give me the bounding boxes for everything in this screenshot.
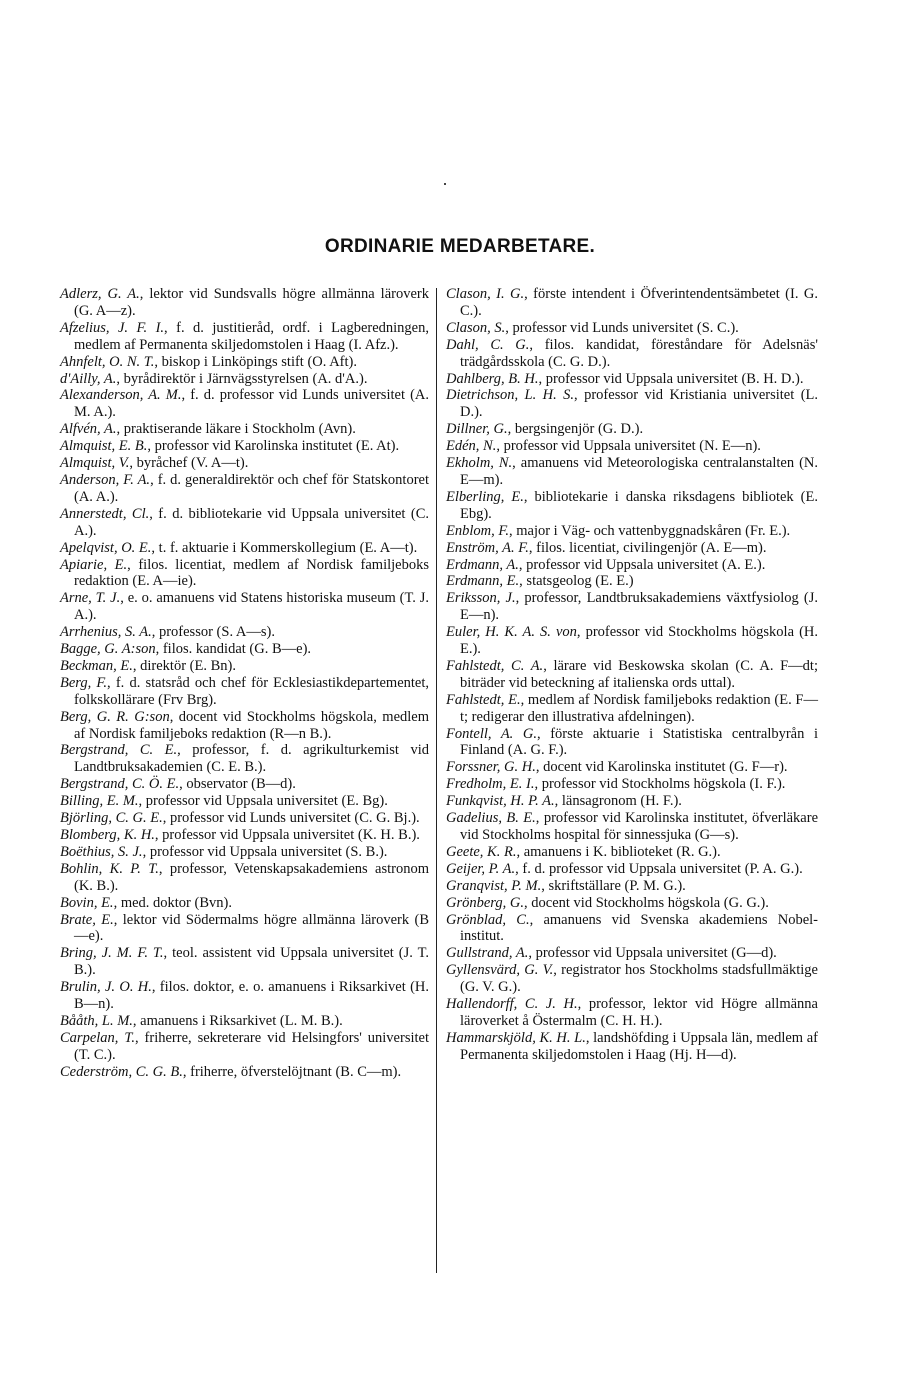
contributor-description: , medlem af Nordisk familjeboks redaktion (E. F—t; redigerar den illustrativa afdelningen).	[460, 691, 818, 725]
contributor-description: , filos. licentiat, medlem af Nordisk familjeboks redaktion (E. A—ie).	[74, 556, 429, 590]
contributor-description: , professor vid Stockholms högskola (H. E.).	[460, 624, 818, 658]
contributor-entry	[60, 472, 429, 506]
contributor-name: Billing, E. M.	[60, 793, 139, 810]
contributor-entry	[446, 489, 818, 523]
contributor-entry	[60, 641, 429, 658]
contributor-description: , filos. doktor, e. o. amanuens i Riksarkivet (H. B—n).	[74, 979, 430, 1013]
contributor-entry	[446, 861, 818, 878]
contributor-entry	[60, 979, 429, 1013]
contributor-name: Dahlberg, B. H.	[446, 370, 539, 387]
contributor-name: Grönberg, G.	[446, 894, 525, 911]
contributor-name: Apelqvist, O. E.	[60, 539, 152, 556]
contributor-name: Brate, E.	[60, 911, 114, 928]
contributor-entry	[446, 421, 818, 438]
contributor-description: , professor vid Uppsala universitet (N. E—n).	[496, 438, 761, 455]
contributor-entry	[60, 793, 429, 810]
contributor-name: Adlerz, G. A.	[60, 286, 140, 302]
contributor-description: , t. f. aktuarie i Kommerskollegium (E. A—t).	[151, 539, 418, 556]
contributor-entry	[446, 844, 818, 861]
contributor-name: Carpelan, T.	[60, 1029, 135, 1046]
contributor-entry	[446, 658, 818, 692]
contributor-name: Bååth, L. M.	[60, 1012, 133, 1029]
contributor-description: , byråchef (V. A—t).	[129, 455, 249, 472]
contributor-description: , friherre, sekreterare vid Helsingfors' universitet (T. C.).	[74, 1029, 429, 1063]
contributor-description: , professor vid Lunds universitet (S. C.).	[505, 319, 739, 336]
contributor-entry	[446, 590, 818, 624]
contributor-name: Almquist, V.	[60, 455, 130, 472]
contributor-name: Boëthius, S. J.	[60, 843, 143, 860]
contributor-name: Bergstrand, C. Ö. E.	[60, 776, 180, 793]
contributor-name: Afzelius, J. F. I.	[60, 319, 165, 336]
contributor-entry	[60, 286, 429, 320]
contributor-name: Apiarie, E.	[60, 556, 128, 573]
speck-mark	[444, 183, 446, 185]
column-divider	[436, 288, 437, 1273]
contributor-description: , biskop i Linköpings stift (O. Aft).	[154, 353, 357, 370]
contributor-name: Bovin, E.	[60, 894, 114, 911]
contributor-entry	[60, 371, 429, 388]
contributor-entry	[60, 320, 429, 354]
contributor-description: , f. d. generaldirektör och chef för Statskontoret (A. A.).	[74, 471, 429, 505]
contributor-entry	[60, 658, 429, 675]
contributor-entry	[60, 912, 429, 946]
contributor-description: , lektor vid Södermalms högre allmänna läroverk (B—e).	[74, 911, 429, 945]
contributor-description: , förste aktuarie i Statistiska centralbyrån i Finland (A. G. F.).	[460, 725, 818, 759]
contributor-entry	[446, 878, 818, 895]
contributor-name: Björling, C. G. E.	[60, 810, 163, 827]
contributor-description: , skriftställare (P. M. G.).	[541, 877, 686, 894]
contributor-description: , professor vid Uppsala universitet (K. H. B.).	[154, 827, 420, 843]
contributor-name: Almquist, E. B.	[60, 438, 148, 455]
contributor-name: Fahlstedt, C. A.	[446, 657, 544, 674]
contributor-description: , förste intendent i Öfverintendentsämbetet (I. G. C.).	[460, 286, 818, 319]
contributor-description: , docent vid Stockholms högskola, medlem af Nordisk familjeboks redaktion (R—n B.).	[74, 708, 429, 742]
contributor-description: , professor (S. A—s).	[151, 624, 275, 641]
contributor-description: , professor vid Uppsala universitet (A. E.).	[518, 556, 766, 573]
contributor-description: , major i Väg- och vattenbyggnadskåren (Fr. E.).	[508, 522, 791, 539]
contributor-name: Clason, S.	[446, 319, 506, 336]
contributor-entry	[60, 1030, 429, 1064]
contributor-name: Bergstrand, C. E.	[60, 742, 178, 759]
contributor-entry	[60, 624, 429, 641]
contributor-entry	[446, 962, 818, 996]
contributor-description: , professor vid Karolinska institutet (E. At).	[147, 438, 400, 455]
contributor-description: , f. d. professor vid Uppsala universitet (P. A. G.).	[515, 860, 803, 877]
contributor-description: , amanuens vid Svenska akademiens Nobel-institut.	[460, 911, 818, 945]
contributor-name: Forssner, G. H.	[446, 759, 536, 776]
left-column	[60, 286, 429, 1081]
contributor-name: Granqvist, P. M.	[446, 877, 542, 894]
contributor-entry	[446, 996, 818, 1030]
contributor-description: , professor, Vetenskapsakademiens astronom (K. B.).	[74, 860, 430, 894]
contributor-entry	[60, 421, 429, 438]
contributor-entry	[60, 1064, 429, 1081]
right-column	[446, 286, 818, 1064]
contributor-name: Bohlin, K. P. T.	[60, 860, 159, 877]
contributor-name: Hammarskjöld, K. H. L.	[446, 1029, 586, 1046]
contributor-name: Gyllensvärd, G. V.	[446, 962, 554, 979]
contributor-entry	[60, 844, 429, 861]
contributor-name: Hallendorff, C. J. H.	[446, 996, 578, 1013]
contributor-entry	[60, 540, 429, 557]
contributor-description: , professor, f. d. agrikulturkemist vid Landtbruksakademien (C. E. B.).	[74, 742, 430, 776]
contributor-description: , teol. assistent vid Uppsala universitet (J. T. B.).	[74, 945, 429, 979]
contributor-name: Enblom, F.	[446, 522, 509, 539]
contributor-description: , amanuens i K. biblioteket (R. G.).	[516, 843, 721, 860]
contributor-entry	[60, 742, 429, 776]
contributor-name: Bagge, G. A:son	[60, 641, 156, 658]
contributor-description: , byrådirektör i Järnvägsstyrelsen (A. d'A.).	[116, 370, 368, 387]
contributor-name: Dillner, G.	[446, 421, 508, 438]
contributor-entry	[60, 557, 429, 591]
contributor-entry	[446, 776, 818, 793]
contributor-name: d'Ailly, A.	[60, 370, 117, 387]
contributor-description: , filos. licentiat, civilingenjör (A. E—m).	[528, 539, 767, 556]
contributor-description: , länsagronom (H. F.).	[554, 793, 682, 810]
contributor-description: , lärare vid Beskowska skolan (C. A. F—dt; biträder vid beteckning af italienska ords uttal).	[460, 657, 818, 691]
contributor-description: , professor vid Karolinska institutet, öfverläkare vid Stockholms hospital för sinnessjuka (G—s).	[460, 810, 818, 843]
contributor-name: Bring, J. M. F. T.	[60, 945, 164, 962]
contributor-name: Arne, T. J.	[60, 590, 121, 607]
contributor-name: Gullstrand, A.	[446, 945, 529, 962]
contributor-entry	[446, 337, 818, 371]
contributor-description: , professor, lektor vid Högre allmänna läroverket å Östermalm (C. H. H.).	[460, 996, 818, 1029]
contributor-entry	[446, 573, 818, 590]
contributor-description: , f. d. bibliotekarie vid Uppsala universitet (C. A.).	[74, 505, 430, 539]
contributor-entry	[446, 387, 818, 421]
contributor-entry	[60, 675, 429, 709]
contributor-name: Eriksson, J.	[446, 590, 516, 607]
contributor-description: , landshöfding i Uppsala län, medlem af Permanenta skiljedomstolen i Haag (Hj. H—d).	[460, 1029, 818, 1063]
contributor-name: Annerstedt, Cl.	[60, 505, 150, 522]
contributor-name: Gadelius, B. E.	[446, 810, 536, 827]
contributor-entry	[446, 895, 818, 912]
contributor-name: Geijer, P. A.	[446, 860, 516, 877]
contributor-description: , amanuens i Riksarkivet (L. M. B.).	[132, 1012, 343, 1029]
contributor-description: , amanuens vid Meteorologiska centralanstalten (N. E—m).	[460, 455, 818, 488]
contributor-name: Enström, A. F.	[446, 539, 529, 556]
contributor-entry	[60, 810, 429, 827]
contributor-entry	[60, 455, 429, 472]
contributor-description: , filos. kandidat, föreståndare för Adelsnäs' trädgårdsskola (C. G. D.).	[460, 336, 818, 370]
contributor-name: Funkqvist, H. P. A.	[446, 793, 555, 810]
contributor-description: , docent vid Stockholms högskola (G. G.).	[524, 894, 769, 911]
contributor-description: , direktör (E. Bn).	[132, 657, 236, 674]
contributor-entry	[60, 776, 429, 793]
contributor-description: , professor vid Lunds universitet (C. G. Bj.).	[162, 810, 420, 827]
contributor-entry	[60, 827, 429, 844]
contributor-name: Beckman, E.	[60, 657, 133, 674]
contributor-description: , docent vid Karolinska institutet (G. F—r).	[535, 759, 788, 776]
contributor-description: , lektor vid Sundsvalls högre allmänna läroverk (G. A—z).	[74, 286, 429, 319]
contributor-name: Erdmann, A.	[446, 556, 519, 573]
contributor-name: Blomberg, K. H.	[60, 827, 155, 843]
contributor-description: , professor vid Kristiania universitet (L. D.).	[460, 387, 819, 421]
contributor-name: Ekholm, N.	[446, 455, 513, 472]
contributor-description: , e. o. amanuens vid Statens historiska museum (T. J. A.).	[74, 590, 429, 624]
contributor-entry	[446, 371, 818, 388]
contributor-name: Fontell, A. G.	[446, 725, 537, 742]
contributor-name: Fahlstedt, E.	[446, 691, 521, 708]
contributor-entry	[446, 726, 818, 760]
contributor-name: Euler, H. K. A. S. von	[446, 624, 577, 641]
contributor-name: Brulin, J. O. H.	[60, 979, 152, 996]
contributor-entry	[446, 557, 818, 574]
contributor-entry	[60, 895, 429, 912]
contributor-name: Alfvén, A.	[60, 421, 117, 438]
contributor-description: , bibliotekarie i danska riksdagens bibliotek (E. Ebg).	[460, 488, 818, 522]
contributor-description: , statsgeolog (E. E.)	[519, 573, 634, 590]
contributor-entry	[60, 387, 429, 421]
contributor-name: Dahl, C. G.	[446, 336, 530, 353]
contributor-entry	[446, 810, 818, 844]
contributor-name: Berg, G. R. G:son	[60, 708, 170, 725]
contributor-description: , filos. kandidat (G. B—e).	[155, 641, 312, 658]
contributor-entry	[446, 793, 818, 810]
contributor-name: Grönblad, C.	[446, 911, 530, 928]
contributor-entry	[446, 759, 818, 776]
contributor-entry	[446, 523, 818, 540]
contributor-entry	[60, 945, 429, 979]
contributor-description: , f. d. justitieråd, ordf. i Lagberedningen, medlem af Permanenta skiljedomstolen i Haag (I. Afz.).	[74, 319, 429, 353]
contributor-name: Anderson, F. A.	[60, 471, 151, 488]
contributor-description: , friherre, öfverstelöjtnant (B. C—m).	[182, 1063, 402, 1080]
contributor-name: Cederström, C. G. B.	[60, 1063, 183, 1080]
contributor-entry	[60, 590, 429, 624]
contributor-name: Elberling, E.	[446, 488, 524, 505]
contributor-description: , professor, Landtbruksakademiens växtfysiolog (J. E—n).	[460, 590, 818, 624]
contributor-name: Arrhenius, S. A.	[60, 624, 152, 641]
contributor-description: , praktiserande läkare i Stockholm (Avn).	[116, 421, 356, 438]
contributor-description: , f. d. professor vid Lunds universitet (A. M. A.).	[74, 387, 429, 421]
contributor-name: Erdmann, E.	[446, 573, 520, 590]
contributor-description: , professor vid Uppsala universitet (B. H. D.).	[538, 370, 804, 387]
contributor-name: Fredholm, E. I.	[446, 776, 535, 793]
contributor-description: , professor vid Uppsala universitet (G—d).	[528, 945, 777, 962]
contributor-name: Clason, I. G.	[446, 286, 525, 302]
contributor-entry	[60, 506, 429, 540]
contributor-description: , observator (B—d).	[179, 776, 296, 793]
contributor-description: , bergsingenjör (G. D.).	[507, 421, 644, 438]
contributor-entry	[60, 354, 429, 371]
contributor-name: Ahnfelt, O. N. T.	[60, 353, 155, 370]
contributor-entry	[446, 1030, 818, 1064]
contributor-description: , registrator hos Stockholms stadsfullmäktige (G. V. G.).	[460, 962, 818, 996]
contributor-name: Berg, F.	[60, 674, 108, 691]
contributor-entry	[446, 438, 818, 455]
contributor-name: Dietrichson, L. H. S.	[446, 387, 575, 404]
contributor-description: , professor vid Stockholms högskola (I. F.).	[534, 776, 786, 793]
contributor-entry	[60, 438, 429, 455]
contributor-name: Geete, K. R.	[446, 843, 517, 860]
contributor-name: Edén, N.	[446, 438, 497, 455]
contributor-entry	[446, 912, 818, 946]
contributor-description: , professor vid Uppsala universitet (E. Bg).	[138, 793, 388, 810]
contributor-entry	[446, 692, 818, 726]
contributor-description: , med. doktor (Bvn).	[113, 894, 232, 911]
contributor-entry	[446, 540, 818, 557]
contributor-description: , f. d. statsråd och chef för Ecklesiastikdepartementet, folkskollärare (Frv Brg).	[74, 674, 429, 708]
contributor-description: , professor vid Uppsala universitet (S. B.).	[142, 843, 388, 860]
contributor-entry	[446, 455, 818, 489]
contributor-entry	[60, 1013, 429, 1030]
contributor-entry	[446, 286, 818, 320]
page-title: ORDINARIE MEDARBETARE.	[324, 236, 596, 257]
contributor-entry	[60, 861, 429, 895]
contributor-entry	[60, 709, 429, 743]
contributor-entry	[446, 945, 818, 962]
contributor-entry	[446, 320, 818, 337]
contributor-name: Alexanderson, A. M.	[60, 387, 182, 404]
contributor-entry	[446, 624, 818, 658]
